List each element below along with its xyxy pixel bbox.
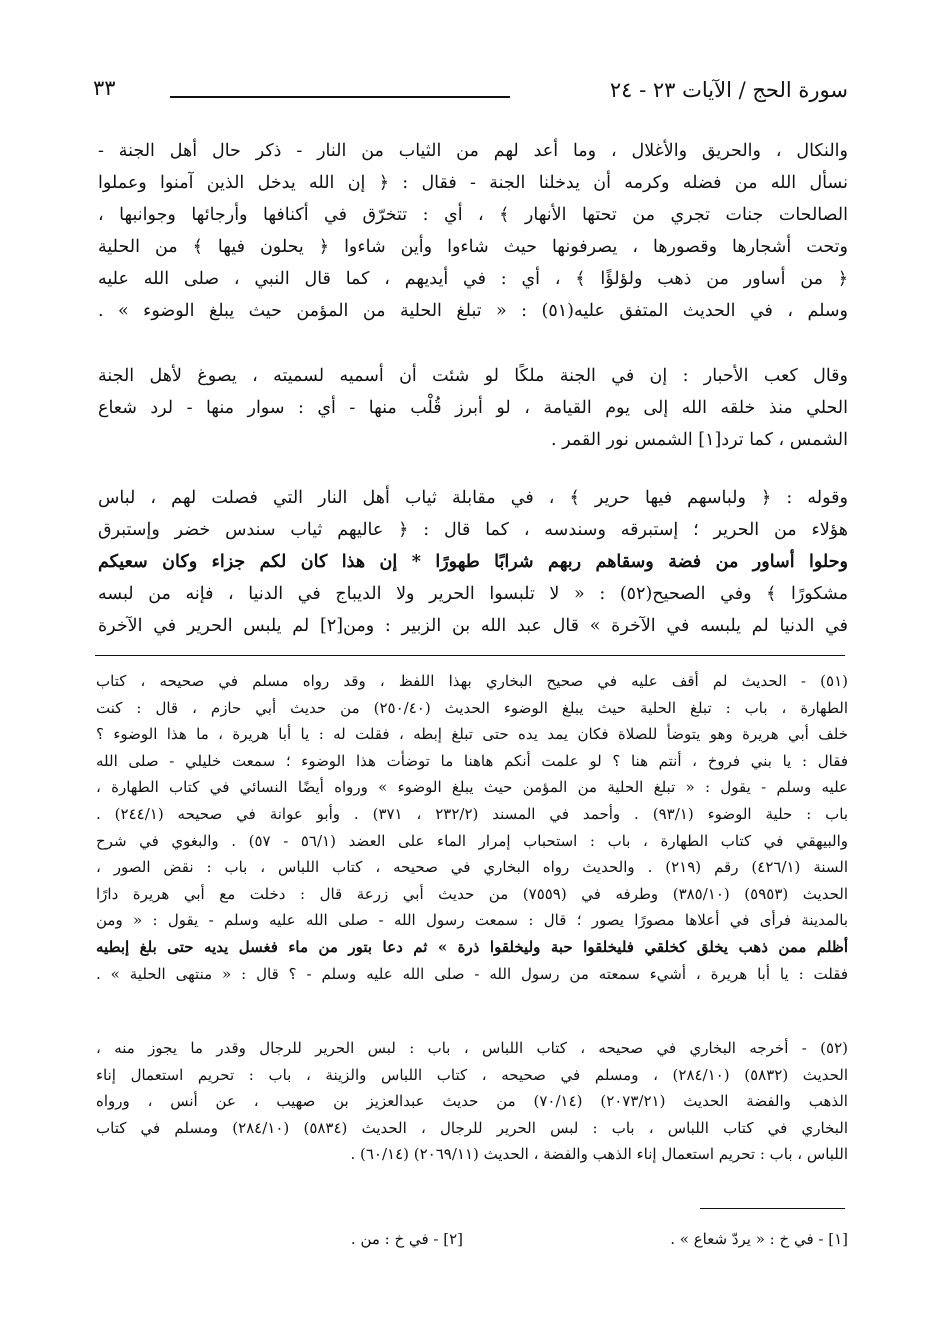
text-line: الحلي منذ خلقه الله إلى يوم القيامة ، لو أبرز قُلْب منها - أي : سوار منها - لرد شعاع [98,398,848,418]
footnote-51 [96,668,848,987]
page-number: ٣٣ [93,76,116,100]
footnote-line: فقلت : يا أبا هريرة ، أشيء سمعته من رسول الله - صلى الله عليه وسلم - ؟ قال : « منتهى الحلية » . [96,964,848,983]
footnote-line: والبيهقي في كتاب الطهارة ، باب : استحباب إمرار الماء على العضد (٥٦/١ - ٥٧) . والبغوي في شرح [96,831,848,850]
footnote-line: اللباس ، باب : تحريم استعمال إناء الذهب والفضة ، الحديث (٢٠٦٩/١١) (٦٠/١٤) . [350,1145,848,1164]
header-rule [170,96,510,98]
running-header-title: سورة الحج / الآيات ٢٣ - ٢٤ [609,78,848,102]
text-line: نسأل الله من فضله وكرمه أن يدخلنا الجنة - فقال : ﴿ إن الله يدخل الذين آمنوا وعملوا [98,173,848,193]
text-line: والنكال ، والحريق والأغلال ، وما أعد لهم من الثياب من النار - ذكر حال أهل الجنة - [98,141,848,161]
footnote-line: الحديث (٥٨٣٢) (٢٨٤/١٠) ، ومسلم في صحيحه ، كتاب اللباس والزينة ، باب : تحريم استعمال إناء [96,1065,848,1084]
footnote-line: (٥٢) - أخرجه البخاري في صحيحه ، كتاب اللباس ، باب : لبس الحرير للرجال وقدر ما يجوز منه ، [96,1039,848,1057]
footnote-line: البخاري في كتاب اللباس ، باب : لبس الحرير للرجال ، الحديث (٥٨٣٤) (٢٨٤/١٠) ومسلم في كتاب [96,1118,848,1137]
text-line: مشكورًا ﴾ وفي الصحيح(٥٢) : « لا تلبسوا الحرير ولا الديباج في الدنيا ، فإنه من لبسه [98,584,848,604]
footnote-line: فقال : يا بني فروخ ، أنتم هنا ؟ لو علمت أنكم هاهنا ما توضأت هذا الوضوء ؛ سمعت خليلي - صلى الله [96,751,848,770]
notes-separator [700,1208,845,1209]
text-line: وحلوا أساور من فضة وسقاهم ربهم شرابًا طهورًا * إن هذا كان لكم جزاء وكان سعيكم [98,552,848,572]
text-line: وقال كعب الأحبار : إن في الجنة ملكًا لو شئت أن أسميه لسميته ، يصوغ لأهل الجنة [98,366,848,386]
paragraph-3 [98,482,848,642]
text-line: في الدنيا لم يلبسه في الآخرة » قال عبد الله بن الزبير : ومن[٢] لم يلبس الحرير في الآخرة [98,616,848,636]
text-line: ﴿ من أساور من ذهب ولؤلؤًا ﴾ ، أي : في أيديهم ، كما قال النبي ، صلى الله عليه [98,269,848,289]
footnote-line: عليه وسلم - يقول : « تبلغ الحلية من المؤمن حيث يبلغ الوضوء » ورواه أيضًا النسائي في كتاب الطهارة ، [96,778,848,797]
footnote-line: خلف أبي هريرة وهو يتوضأ للصلاة فكان يمد يده حتى تبلغ إبطه ، فقلت له : يا أبا هريرة ، ما هذا الوضوء ؟ [96,725,848,744]
footnote-separator [95,655,845,656]
footnote-line: أظلم ممن ذهب يخلق كخلقي فليخلقوا حبة وليخلقوا ذرة » ثم دعا بتور من ماء فغسل يديه حتى بلغ إبطيه [96,937,848,956]
footnote-line: باب : حلية الوضوء (٩٣/١) . وأحمد في المسند (٢٣٢/٢ ، ٣٧١) . وأبو عوانة في صحيحه (٢٤٤/١) . [96,804,848,823]
text-line: الصالحات جنات تجري من تحتها الأنهار ﴾ ، أي : تتخرّق في أكنافها وأرجائها وجوانبها ، [98,205,848,225]
margin-note-1: [١] - في خ : « يردّ شعاع » . [670,1230,848,1248]
footnote-line: الطهارة ، باب : تبلغ الحلية حيث يبلغ الوضوء الحديث (٢٥٠/٤٠) من حديث أبي حازم ، قال : كنت [96,698,848,717]
text-line: وقوله : ﴿ ولباسهم فيها حرير ﴾ ، في مقابلة ثياب أهل النار التي فصلت لهم ، لباس [98,488,848,508]
footnote-line: الذهب والفضة الحديث (٢٠٧٣/٢١) (٧٠/١٤) من حديث عبدالعزيز بن صهيب ، عن أنس ، ورواه [96,1092,848,1111]
paragraph-1 [98,135,848,327]
footnote-line: (٥١) - الحديث لم أقف عليه في صحيح البخاري بهذا اللفظ ، وقد رواه مسلم في صحيحه ، كتاب [96,672,848,690]
footnote-52 [96,1035,848,1168]
footnote-line: الحديث (٥٩٥٣) (٣٨٥/١٠) وطرفه في (٧٥٥٩) من حديث أبي زرعة قال : دخلت مع أبي هريرة دارًا [96,884,848,903]
footnote-line: بالمدينة فرأى في أعلاها مصورًا يصور ؛ قال : سمعت رسول الله - صلى الله عليه وسلم - يقول : « ومن [96,911,848,930]
paragraph-2 [98,360,848,456]
text-line: هؤلاء من الحرير ؛ إستبرقه وسندسه ، كما قال : ﴿ عاليهم ثياب سندس خضر وإستبرق [98,520,848,540]
footnote-line: السنة (٤٢٦/١) رقم (٢١٩) . والحديث رواه البخاري في صحيحه ، كتاب اللباس ، باب : نقض الصور ، [96,858,848,877]
text-line: وتحت أشجارها وقصورها ، يصرفونها حيث شاءوا وأين شاءوا ﴿ يحلون فيها ﴾ من الحلية [98,237,848,257]
text-line: الشمس ، كما ترد[١] الشمس نور القمر . [551,430,848,450]
margin-note-2: [٢] - في خ : من . [350,1230,463,1248]
text-line: وسلم ، في الحديث المتفق عليه(٥١) : « تبلغ الحلية من المؤمن حيث يبلغ الوضوء » . [98,301,848,321]
